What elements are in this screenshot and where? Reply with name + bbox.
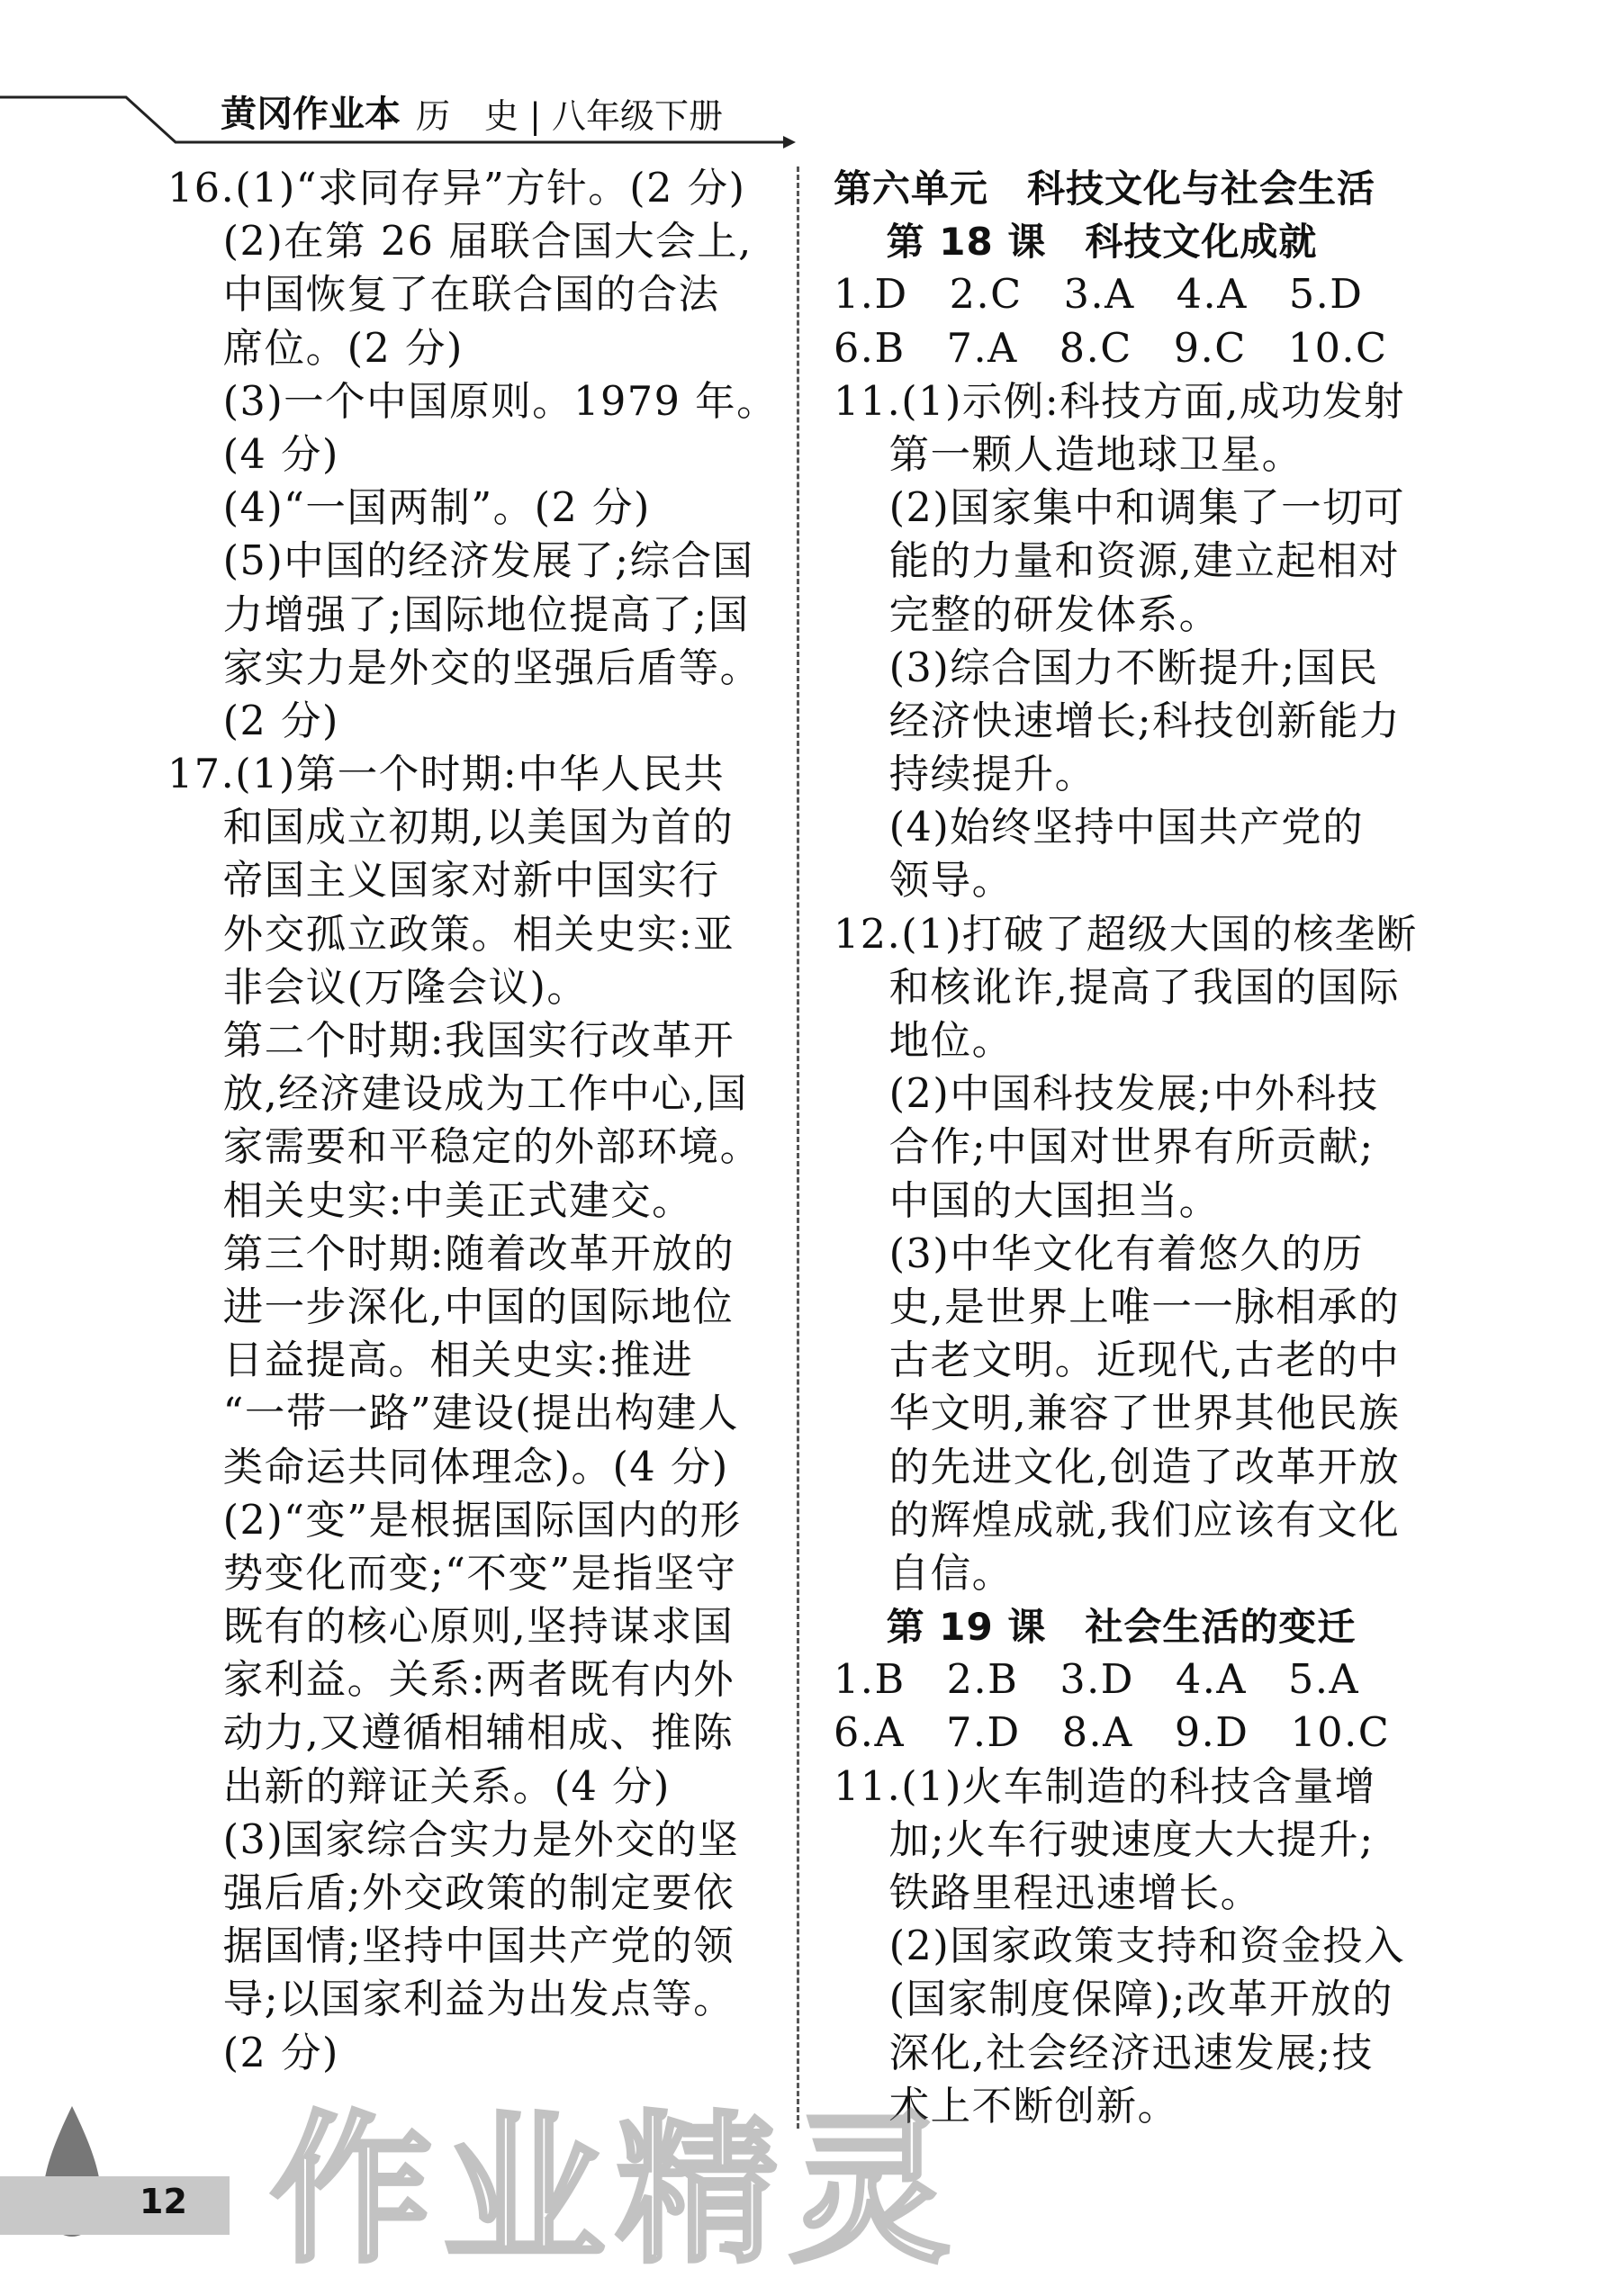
answer-line: 6.B 7.A 8.C 9.C 10.C — [834, 325, 1388, 372]
answer-line: 第二个时期:我国实行改革开 — [167, 1018, 735, 1064]
answer-line: 和国成立初期,以美国为首的 — [167, 805, 735, 851]
answer-line: (3)一个中国原则。1979 年。 — [167, 378, 779, 425]
answer-line: (4)始终坚持中国共产党的 — [834, 805, 1365, 851]
watermark: 作业精灵 — [270, 2097, 962, 2285]
section-heading: 第 18 课 科技文化成就 — [834, 220, 1318, 265]
answer-line: 和核讹诈,提高了我国的国际 — [834, 964, 1401, 1011]
answer-line: 11.(1)火车制造的科技含量增 — [834, 1763, 1376, 1810]
answer-line: 11.(1)示例:科技方面,成功发射 — [834, 378, 1405, 425]
answer-line: (2)国家政策支持和资金投入 — [834, 1923, 1406, 1970]
header-subtitle — [416, 88, 723, 138]
left-column — [167, 162, 779, 2080]
answer-line: 相关史实:中美正式建交。 — [167, 1177, 694, 1224]
answer-line: (3)综合国力不断提升;国民 — [834, 644, 1379, 691]
answer-line: 第三个时期:随着改革开放的 — [167, 1230, 735, 1277]
answer-line: 家利益。关系:两者既有内外 — [167, 1657, 735, 1704]
answer-line: (4 分) — [167, 431, 339, 478]
answer-line: 持续提升。 — [834, 752, 1096, 798]
header-arrow-icon — [783, 136, 796, 149]
answer-line: (2)国家集中和调集了一切可 — [834, 485, 1406, 532]
answer-line: 术上不断创新。 — [834, 2083, 1179, 2129]
answer-line: 史,是世界上唯一一脉相承的 — [834, 1283, 1401, 1330]
answer-line: 6.A 7.D 8.A 9.D 10.C — [834, 1710, 1391, 1757]
answer-line: 外交孤立政策。相关史实:亚 — [167, 911, 735, 958]
answer-line: 动力,又遵循相辅相成、推陈 — [167, 1710, 735, 1757]
answer-line: 地位。 — [834, 1018, 1014, 1064]
answer-line: 导;以国家利益为出发点等。 — [167, 1976, 735, 2023]
answer-line: 进一步深化,中国的国际地位 — [167, 1283, 735, 1330]
header-separator: | — [529, 96, 541, 136]
answer-line: 力增强了;国际地位提高了;国 — [167, 591, 750, 638]
answer-line: 1.B 2.B 3.D 4.A 5.A — [834, 1657, 1360, 1704]
answer-line: 华文明,兼容了世界其他民族 — [834, 1391, 1401, 1437]
answer-line: 经济快速增长;科技创新能力 — [834, 698, 1402, 744]
answer-line: 放,经济建设成为工作中心,国 — [167, 1071, 748, 1118]
answer-line: 帝国主义国家对新中国实行 — [167, 858, 720, 905]
header-subject: 历 史 — [416, 96, 519, 136]
answer-line: 日益提高。相关史实:推进 — [167, 1337, 694, 1384]
answer-line: 势变化而变;“不变”是指坚守 — [167, 1550, 737, 1597]
page-number-bar — [0, 2176, 230, 2235]
answer-line: 出新的辩证关系。(4 分) — [167, 1763, 671, 1810]
answer-line: 深化,社会经济迅速发展;技 — [834, 2030, 1374, 2076]
answer-line: 据国情;坚持中国共产党的领 — [167, 1923, 735, 1970]
answer-line: 1.D 2.C 3.A 4.A 5.D — [834, 272, 1364, 319]
answer-line: (5)中国的经济发展了;综合国 — [167, 538, 754, 585]
answer-line: 17.(1)第一个时期:中华人民共 — [167, 752, 726, 798]
answer-line: (国家制度保障);改革开放的 — [834, 1976, 1393, 2023]
header-grade: 八年级下册 — [552, 96, 724, 136]
answer-line: 古老文明。近现代,古老的中 — [834, 1337, 1401, 1384]
answer-line: (2 分) — [167, 698, 339, 744]
section-heading: 第六单元 科技文化与社会生活 — [834, 167, 1376, 211]
answer-line: 12.(1)打破了超级大国的核垄断 — [834, 911, 1418, 958]
answer-line: 完整的研发体系。 — [834, 591, 1221, 638]
answer-line: 强后盾;外交政策的制定要依 — [167, 1870, 735, 1916]
answer-line: “一带一路”建设(提出构建人 — [167, 1391, 740, 1437]
answer-line: 合作;中国对世界有所贡献; — [834, 1124, 1375, 1171]
section-heading: 第 19 课 社会生活的变迁 — [834, 1605, 1357, 1650]
right-column — [834, 162, 1455, 2133]
answer-line: 铁路里程迅速增长。 — [834, 1870, 1262, 1916]
answer-line: 能的力量和资源,建立起相对 — [834, 538, 1401, 585]
answer-line: 非会议(万隆会议)。 — [167, 964, 589, 1011]
answer-line: 家实力是外交的坚强后盾等。 — [167, 644, 762, 691]
answer-line: 领导。 — [834, 858, 1014, 905]
page-number: 12 — [140, 2182, 187, 2221]
answer-line: 的辉煌成就,我们应该有文化 — [834, 1497, 1401, 1544]
answer-line: 16.(1)“求同存异”方针。(2 分) — [167, 166, 746, 212]
answer-line: 既有的核心原则,坚持谋求国 — [167, 1604, 735, 1651]
answer-line: 加;火车行驶速度大大提升; — [834, 1816, 1375, 1863]
answer-line: (2)“变”是根据国际国内的形 — [167, 1497, 742, 1544]
answer-line: (3)国家综合实力是外交的坚 — [167, 1816, 740, 1863]
answer-line: 中国恢复了在联合国的合法 — [167, 272, 720, 319]
answer-line: (2 分) — [167, 2030, 339, 2076]
answer-line: 家需要和平稳定的外部环境。 — [167, 1124, 762, 1171]
answer-line: 的先进文化,创造了改革开放 — [834, 1444, 1401, 1490]
answer-line: (4)“一国两制”。(2 分) — [167, 485, 651, 532]
header-title: 黄冈作业本 — [221, 94, 401, 135]
answer-line: 自信。 — [834, 1550, 1014, 1597]
column-divider — [797, 167, 799, 2129]
answer-line: 类命运共同体理念)。(4 分) — [167, 1444, 729, 1490]
answer-line: (3)中华文化有着悠久的历 — [834, 1230, 1365, 1277]
answer-line: 中国的大国担当。 — [834, 1177, 1221, 1224]
answer-line: 席位。(2 分) — [167, 325, 464, 372]
answer-line: (2)在第 26 届联合国大会上, — [167, 219, 753, 266]
answer-line: (2)中国科技发展;中外科技 — [834, 1071, 1379, 1118]
answer-line: 第一颗人造地球卫星。 — [834, 431, 1303, 478]
